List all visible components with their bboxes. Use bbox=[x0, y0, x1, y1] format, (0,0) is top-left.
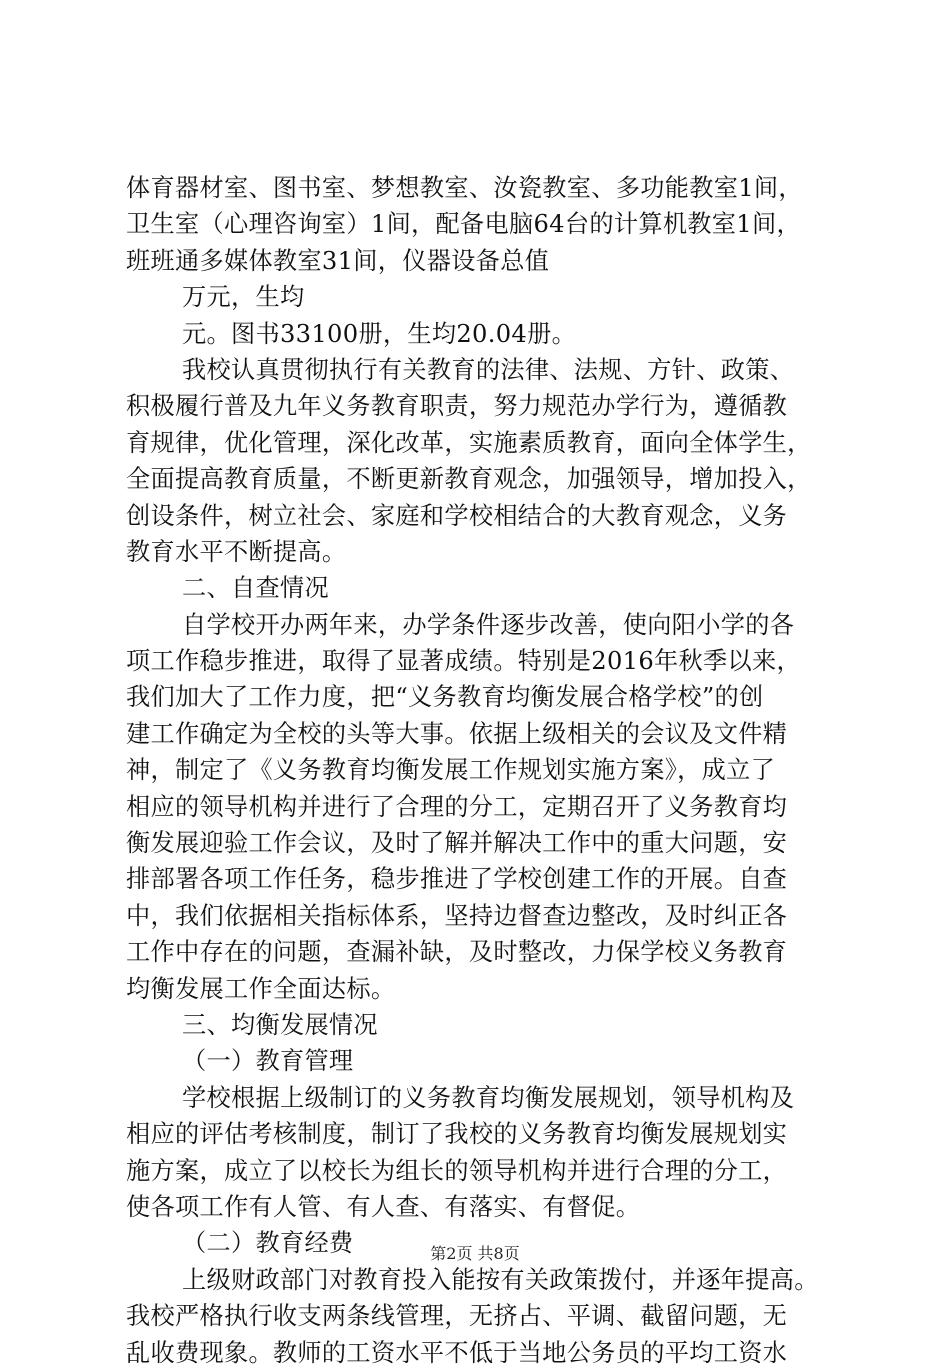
page-number-label: 第2页 共8页 bbox=[430, 1244, 520, 1263]
text-line: 上级财政部门对教育投入能按有关政策拨付，并逐年提高。 bbox=[182, 1265, 819, 1294]
text-line: 卫生室（心理咨询室）1间，配备电脑64台的计算机教室1间， bbox=[126, 210, 801, 239]
text-line: 项工作稳步推进，取得了显著成绩。特别是2016年秋季以来， bbox=[126, 647, 801, 676]
text-line: 班班通多媒体教室31间，仪器设备总值 bbox=[126, 246, 550, 275]
text-line: 自学校开办两年来，办学条件逐步改善，使向阳小学的各 bbox=[182, 610, 795, 639]
text-line: 排部署各项工作任务，稳步推进了学校创建工作的开展。自查 bbox=[126, 865, 788, 894]
page-footer bbox=[0, 1244, 950, 1264]
text-line: 建工作确定为全校的头等大事。依据上级相关的会议及文件精 bbox=[126, 719, 788, 748]
text-line: 体育器材室、图书室、梦想教室、汝瓷教室、多功能教室1间， bbox=[126, 174, 803, 202]
text-line: 我校认真贯彻执行有关教育的法律、法规、方针、政策、 bbox=[182, 355, 795, 384]
text-line: 全面提高教育质量，不断更新教育观念，加强领导，增加投入， bbox=[126, 465, 812, 494]
text-line: 衡发展迎验工作会议，及时了解并解决工作中的重大问题，安 bbox=[126, 829, 788, 858]
text-line: 中，我们依据相关指标体系，坚持边督查边整改，及时纠正各 bbox=[126, 901, 788, 930]
text-line: 均衡发展工作全面达标。 bbox=[126, 974, 396, 1003]
text-line: 万元，生均 bbox=[182, 283, 305, 312]
text-line: 相应的评估考核制度，制订了我校的义务教育均衡发展规划实 bbox=[126, 1120, 788, 1149]
text-line: 工作中存在的问题，查漏补缺，及时整改，力保学校义务教育 bbox=[126, 938, 788, 967]
text-line: 我们加大了工作力度，把“义务教育均衡发展合格学校”的创 bbox=[126, 683, 764, 712]
text-line: 学校根据上级制订的义务教育均衡发展规划，领导机构及 bbox=[182, 1083, 795, 1112]
text-line: 使各项工作有人管、有人查、有落实、有督促。 bbox=[126, 1192, 641, 1221]
text-line: 创设条件，树立社会、家庭和学校相结合的大教育观念，义务 bbox=[126, 501, 788, 530]
text-line: 教育水平不断提高。 bbox=[126, 537, 347, 566]
text-line: 二、自查情况 bbox=[182, 574, 329, 603]
text-line: 施方案，成立了以校长为组长的领导机构并进行合理的分工， bbox=[126, 1156, 788, 1185]
text-line: 育规律，优化管理，深化改革，实施素质教育，面向全体学生， bbox=[126, 428, 812, 457]
text-line: 乱收费现象。教师的工资水平不低于当地公务员的平均工资水 bbox=[126, 1338, 788, 1367]
document-body bbox=[126, 170, 856, 1371]
text-line: 三、均衡发展情况 bbox=[182, 1010, 378, 1039]
text-line: 我校严格执行收支两条线管理，无挤占、平调、截留问题，无 bbox=[126, 1302, 788, 1331]
text-line: 神，制定了《义务教育均衡发展工作规划实施方案》，成立了 bbox=[126, 756, 776, 785]
text-line: （二）教育经费 bbox=[182, 1229, 354, 1258]
text-line: （一）教育管理 bbox=[182, 1047, 354, 1076]
text-line: 相应的领导机构并进行了合理的分工，定期召开了义务教育均 bbox=[126, 792, 788, 821]
text-line: 积极履行普及九年义务教育职责，努力规范办学行为，遵循教 bbox=[126, 392, 788, 421]
text-line: 元。图书33100册，生均20.04册。 bbox=[182, 319, 577, 348]
